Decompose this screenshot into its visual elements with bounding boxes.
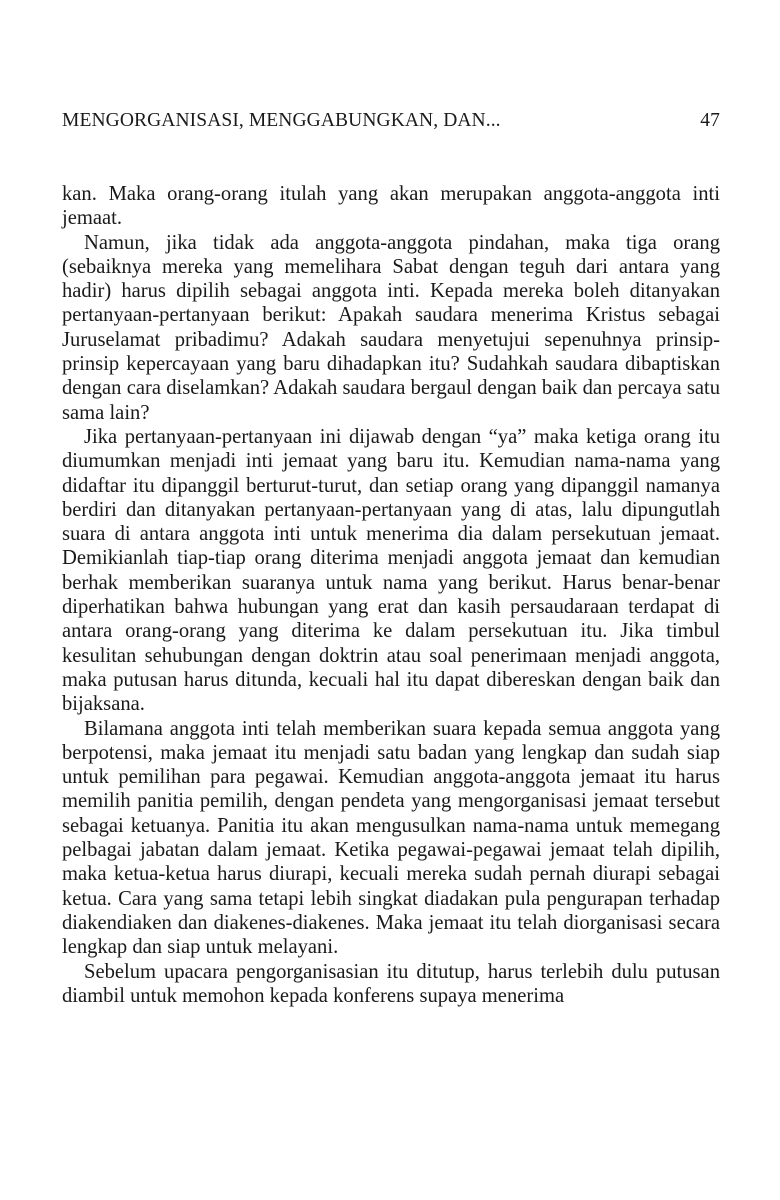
paragraph: Namun, jika tidak ada anggota-anggota pindahan, maka tiga orang (sebaiknya mereka yang memelihara Sabat dengan teguh dari antara yang hadir) harus dipilih sebagai anggota inti. Kepada mereka boleh ditanyakan pertanyaan-pertanyaan berikut: Apakah saudara menerima Kristus sebagai Juruselamat pribadimu? Adakah saudara menyetujui sepenuhnya prinsip-prinsip kepercayaan yang baru dihadapkan itu? Sudahkah saudara dibaptiskan dengan cara diselamkan? Adakah saudara bergaul dengan baik dan percaya satu sama lain?: [62, 231, 720, 424]
page-number: 47: [700, 110, 720, 131]
paragraph: Jika pertanyaan-pertanyaan ini dijawab dengan “ya” maka ketiga orang itu diumumkan menjadi inti jemaat yang baru itu. Kemudian nama-nama yang didaftar itu dipanggil berturut-turut, dan setiap orang yang dipanggil namanya berdiri dan ditanyakan pertanyaan-pertanyaan yang di atas, lalu dipungutlah suara di antara anggota inti untuk menerima dia dalam persekutuan jemaat. Demikianlah tiap-tiap orang diterima menjadi anggota jemaat dan kemudian berhak memberikan suaranya untuk nama yang berikut. Harus benar-benar diperhatikan bahwa hubungan yang erat dan kasih persaudaraan terdapat di antara orang-orang yang diterima ke dalam persekutuan itu. Jika timbul kesulitan sehubungan dengan doktrin atau soal penerimaan menjadi anggota, maka putusan harus ditunda, kecuali hal itu dapat dibereskan dengan baik dan bijaksana.: [62, 425, 720, 716]
running-head: [62, 110, 720, 144]
book-page: [62, 110, 720, 1008]
paragraph-continuation: kan. Maka orang-orang itulah yang akan merupakan anggota-anggota inti jemaat.: [62, 183, 720, 230]
running-title: MENGORGANISASI, MENGGABUNGKAN, DAN...: [62, 110, 501, 131]
paragraph: Sebelum upacara pengorganisasian itu ditutup, harus terlebih dulu putusan diambil untuk memohon kepada konferens supaya menerima: [62, 960, 720, 1007]
paragraph: Bilamana anggota inti telah memberikan suara kepada semua anggota yang berpotensi, maka jemaat itu menjadi satu badan yang lengkap dan sudah siap untuk pemilihan para pegawai. Kemudian anggota-anggota jemaat itu harus memilih panitia pemilih, dengan pendeta yang mengorganisasi jemaat tersebut sebagai ketuanya. Panitia itu akan mengusulkan nama-nama untuk memegang pelbagai jabatan dalam jemaat. Ketika pegawai-pegawai jemaat telah dipilih, maka ketua-ketua harus diurapi, kecuali mereka sudah pernah diurapi sebagai ketua. Cara yang sama tetapi lebih singkat diadakan pula pengurapan terhadap diakendiaken dan diakenes-diakenes. Maka jemaat itu telah diorganisasi secara lengkap dan siap untuk melayani.: [62, 717, 720, 959]
body-text: [62, 182, 720, 1008]
